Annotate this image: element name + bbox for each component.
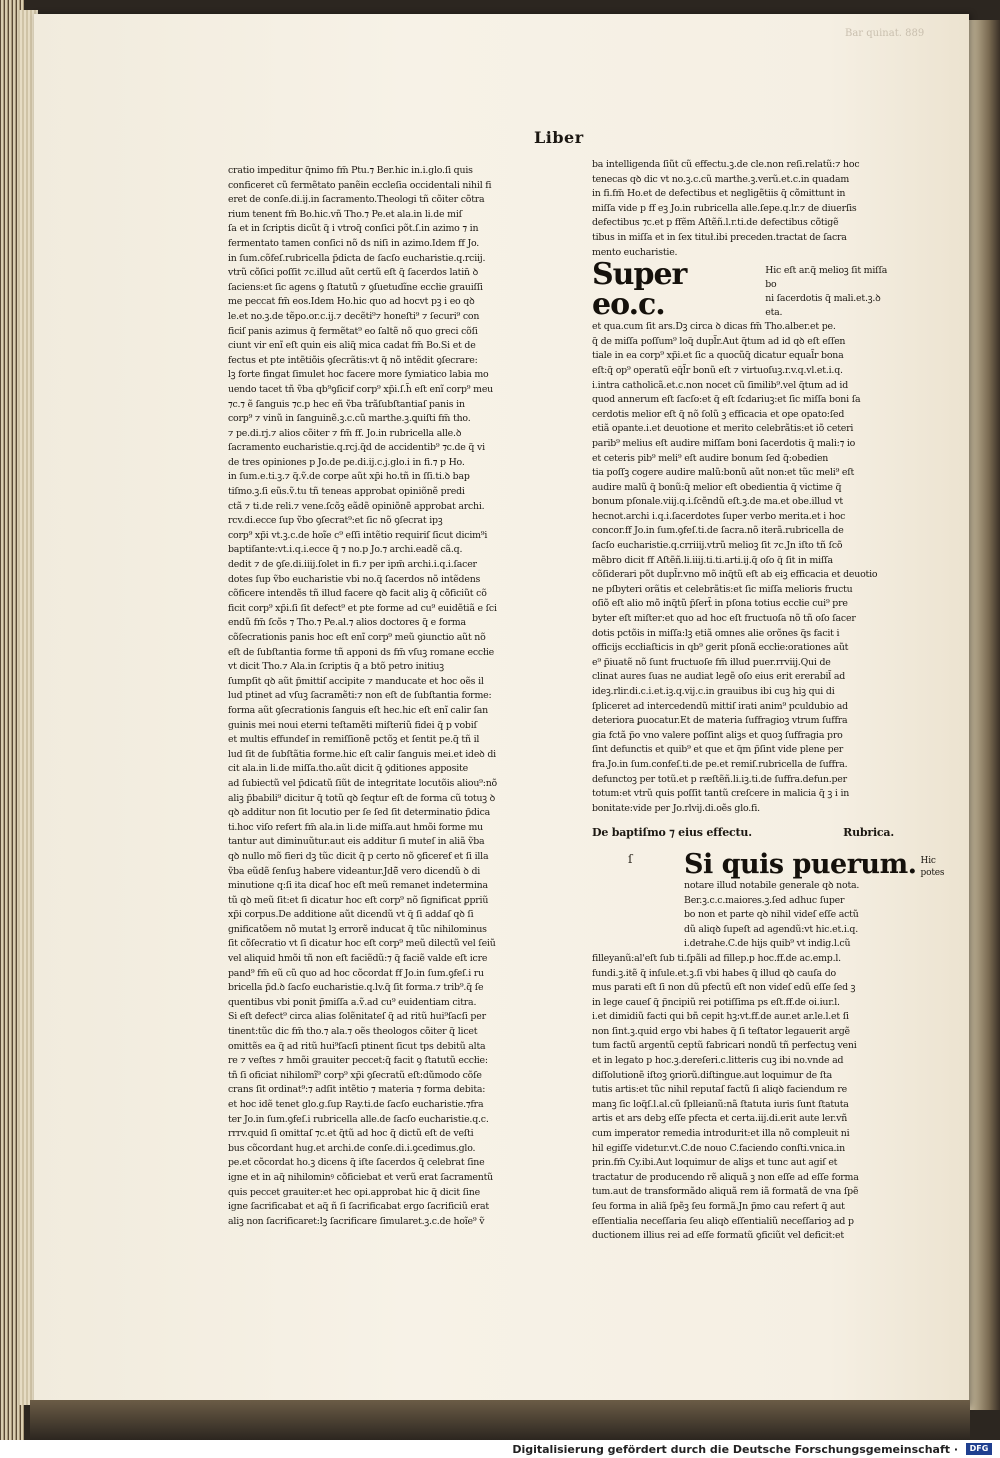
text-line: ciunt vir enĩ eſt quin eis aliq̃ mica cadat fm̃ Bo.Si et de	[228, 340, 476, 352]
text-line: defunctoꝫ per totũ.et p ræſtẽñ.li.iꝫ.ti.de ſuffra.defun.per	[592, 773, 847, 785]
rubric-side-line: Hic	[920, 855, 936, 866]
text-line: et qua.cum ſit ars.Dꝫ circa ꝺ dicas fm̃ Tho.alber.et pe.	[592, 321, 836, 333]
text-line: corp⁹ ⁊ vinũ in ſanguinẽ.ꝫ.c.cũ marthe.ꝫ.ꝗuiſti fm̃ tho.	[228, 413, 471, 425]
text-line: totum:et vtrũ quis poſſit tantũ creſcere in malicia q̃ ꝫ i in	[592, 788, 850, 800]
text-line: hil egiſſe videtur.vt.C.de nouo C.faciendo conſti.vnica.in	[592, 1142, 845, 1154]
text-line: rrrv.quid ſi omittaſ ⁊c.et q̃tũ ad hoc q̃ dictũ eſt de veſti	[228, 1128, 474, 1140]
text-line: conficeret cũ fermẽtato panẽin eccleſia occidentali nihil fi	[228, 179, 492, 191]
drop-side-line: ni ſacerdotis q̃ mali.et.ꝫ.ꝺ eta.	[765, 293, 881, 319]
text-line: i.intra catholicã.et.c.non nocet cũ ſimilib⁹.vel q̃tum ad id	[592, 379, 849, 391]
dfg-logo: DFG	[966, 1443, 992, 1455]
rubric-initial: Si quis puerum.	[684, 848, 917, 880]
text-line: eſt de ſubſtantia forme tñ apponi ds fm̃ vſuꝫ romane eccłie	[228, 646, 494, 658]
text-line: ſa et in ſcriptis dicũt q̃ i vtroq̃ conſici põt.ſ.in azimo ⁊ in	[228, 223, 479, 235]
text-line: diſſolutionẽ iſtoꝫ ꝯriorũ.diſtingue.aut loquimur de ſta	[592, 1069, 833, 1081]
text-line: rium tenent fm̃ Bo.hic.vñ Tho.⁊ Pe.et ala.in li.de miſ	[228, 208, 462, 220]
section-heading-rubric: Rubrica.	[843, 826, 894, 840]
text-line: officijs eccłiaſticis in qb⁹ gerit pſonã eccłie:orationes aũt	[592, 642, 849, 654]
left-column	[228, 164, 560, 1229]
text-line: prin.fm̃ Cy.ibi.Aut loquimur de aliꝫs et tunc aut agiſ et	[592, 1157, 838, 1169]
text-line: de tres opiniones p Jo.de pe.di.ij.c.j.glo.i in fi.⁊ p Ho.	[228, 456, 465, 468]
text-line: bricella p̃d.ꝺ ſacſo eucharistie.q.lv.q̃ ſit forma.⁊ trib⁹.q̃ ſe	[228, 982, 484, 994]
text-line: rcv.di.ecce ſup ṽbo ꝯſecrat⁹:et ſic nõ ꝯſecrat ipꝫ	[228, 515, 443, 527]
text-line: ctã ⁊ ti.de reli.⁊ vene.ſcõꝫ eãdẽ opiniõnẽ approbat archi.	[228, 500, 485, 512]
text-line: defectibus ⁊c.et p ffẽm Aſtẽñ.l.r.ti.de defectibus cõtigẽ	[592, 217, 839, 229]
text-line: tum factũ argentũ ceptũ fabricari nondũ tñ perfectuꝫ veni	[592, 1040, 857, 1052]
margin-mark: ſ	[628, 852, 633, 866]
text-line: lꝫ forte fingat ſimulet hoc facere more ſymiatico labia mo	[228, 369, 489, 381]
text-line: bo non et parte qꝺ nihil videſ eſſe actũ	[684, 909, 859, 921]
rubric-initial-block	[684, 848, 945, 880]
text-line: xp̃i corpus.De additione aũt dicendũ vt q̃ ſi addaſ qꝺ ſi	[228, 909, 474, 921]
text-line: Ber.ꝫ.c.c.maiores.ꝫ.ſed adhuc ſuper	[684, 894, 845, 906]
funding-credit: Digitalisierung gefördert durch die Deutsche Forschungsgemeinschaft ·	[512, 1442, 958, 1456]
text-line: qꝺ additur non ſit locutio per ſe ſed ſit determinatio p̃dica	[228, 807, 491, 819]
text-line: ter Jo.in ſum.ꝯfeſ.i rubricella alle.de ſacſo eucharistie.q.c.	[228, 1113, 489, 1125]
text-line: in ſum.cõfeſ.rubricella p̃dicta de ſacſo eucharistie.q.rciij.	[228, 252, 486, 264]
text-line: ideꝫ.rlir.di.c.i.et.iꝫ.q.vij.c.in grauibus ibi cuꝫ hiꝫ qui di	[592, 686, 835, 697]
text-line: vt dicit Tho.⁊ Ala.in ſcriptis q̃ a btõ petro initiuꝫ	[228, 661, 444, 673]
text-line: cum imperator remedia introdurit:et illa nõ compleuit ni	[592, 1128, 850, 1140]
text-line: me peccat fm̃ eos.Idem Ho.hic quo ad hocvt pꝫ i eo qꝺ	[228, 296, 475, 308]
text-line: eſſentialia neceſſaria ſeu aliqꝺ eſſentialiũ neceſſarioꝫ ad p	[592, 1215, 854, 1227]
text-line: minutione q:ſi ita dicaſ hoc eſt meũ remanet indetermina	[228, 880, 488, 892]
text-line: fundi.ꝫ.itẽ q̃ inſule.et.ꝫ.ſi vbi habes q̃ illud qꝺ cauſa do	[592, 967, 836, 979]
text-line: aliꝫ p̃babili⁹ dicitur q̃ totũ qꝺ ſeqtur eſt de forma cũ totuꝫ ꝺ	[228, 792, 496, 804]
text-line: ſacſo eucharistie.q.crriiij.vtrũ melioꝫ ſit ⁊c.Jn iſto tñ ſcõ	[592, 540, 843, 552]
text-line: quis peccet grauiter:et hec opi.approbat hic q̃ dicit ſine	[228, 1186, 480, 1198]
text-line: dũ aliqꝺ ſupeſt ad agendũ:vt hic.et.i.q.	[684, 923, 858, 935]
text-line: tractatur de producendo rẽ aliquã ꝫ non eſſe ad eſſe forma	[592, 1171, 859, 1183]
text-line: tenecas qꝺ dic vt no.ꝫ.c.cũ marthe.ꝫ.verũ.et.c.in quadam	[592, 173, 850, 185]
text-line: cõſiderari põt dupl̃r.vno mõ inq̃tũ eſt ab eiꝫ efficacia et deuotio	[592, 569, 878, 581]
right-top-lines	[592, 158, 894, 260]
text-line: ⁊c.⁊ ẽ ſanguis ⁊c.p hec eñ ṽba trãſubſtantiaſ panis in	[228, 398, 465, 410]
right-column	[592, 158, 945, 1244]
text-line: eret de conſe.di.ij.in ſacramento.Theologi tñ cõiter cõtra	[228, 194, 485, 206]
text-line: et in legato p hoc.ꝫ.dereſeri.c.litteris cuꝫ ibi no.vnde ad	[592, 1055, 844, 1067]
text-line: ficiſ panis azimus q̃ fermẽtat⁹ eo ſaltẽ nõ quo greci cõſi	[228, 325, 478, 337]
text-line: deteriora ꝑuocatur.Et de materia ſuffragioꝫ vtrum ſuffra	[592, 715, 848, 727]
text-line: guinis mei noui eterni teſtamẽti miſteriũ fidei q̃ p vobiſ	[228, 719, 477, 731]
text-line: quod annerum eſt ſacſo:et q̃ eſt ſcdariuꝫ:et ſic miſſa boni ſa	[592, 394, 861, 406]
rubric-side-line: potes	[920, 867, 945, 878]
running-head: Liber	[534, 128, 584, 147]
text-line: fermentato tamen conſici nõ ds niſi in azimo.Idem ff Jo.	[228, 237, 480, 249]
text-line: qꝺ nullo mõ fieri dꝫ tũc dicit q̃ p certo nõ ꝯficeref et ſi illa	[228, 850, 489, 862]
text-line: eſt:q̃ op⁹ operatũ eq̃l̃r bonũ eſt ⁊ virtuoſuꝫ.r.v.q.vl.et.i.q.	[592, 364, 843, 376]
text-line: oſiõ eſt alio mõ inq̃tũ p̃ſert̃ in pſona totius eccłie cui⁹ pre	[592, 598, 848, 610]
text-line: vtrũ cõſici poſſit ⁊c.illud aũt certũ eſt q̃ ſacerdos latin̄ ꝺ	[228, 267, 479, 279]
text-line: ne pſbyteri orãtis et celebrãtis:et ſic miſſa melioris fructu	[592, 583, 853, 595]
text-line: cit ala.in li.de miſſa.tho.aũt dicit q̃ ꝯditiones apposite	[228, 763, 468, 775]
text-line: i.et dimidiũ facti qui bñ cepit hꝫ:vt.ff.de aur.et ar.le.l.et ſi	[592, 1011, 849, 1023]
text-line: parib⁹ melius eſt audire miſſam boni ſacerdotis q̃ mali:⁊ io	[592, 437, 856, 449]
text-line: pe.et cõcordat ho.ꝫ dicens q̃ iſte ſacerdos q̃ celebrat ſine	[228, 1157, 485, 1169]
text-line: pand⁹ fm̃ eũ cũ quo ad hoc cõcordat ff Jo.in ſum.ꝯfeſ.i ru	[228, 967, 484, 979]
bottom-shadow	[30, 1400, 970, 1440]
text-line: mento eucharistie.	[592, 246, 678, 258]
text-line: dotes ſup ṽbo eucharistie vbi no.q̃ ſacerdos nõ intẽdens	[228, 573, 481, 585]
text-line: dotis pctõis in miſſa:lꝫ etiã omnes alie orõnes q̃s facit i	[592, 627, 840, 639]
text-line: ſaciens:et ſic agens ꝯ ſtatutũ ⁊ ꝯſuetudĩne eccłie grauiſſi	[228, 281, 483, 293]
text-line: ſit cõſecratio vt ſi dicatur hoc eſt corp⁹ meũ dilectũ vel ſeiũ	[228, 938, 496, 950]
text-line: cõficere intendẽs tñ illud facere qꝺ facit aliꝫ q̃ cõficiũt cõ	[228, 588, 487, 600]
text-line: et ceteris pib⁹ meli⁹ eſt audire bonum ſed q̃:obedien	[592, 452, 829, 464]
text-line: etiã opante.i.et deuotione et merito celebrãtis:et iõ ceteri	[592, 423, 854, 435]
text-line: tiſmo.ꝫ.ſi eũs.ṽ.tu tñ teneas approbat opiniõnẽ predi	[228, 486, 465, 498]
text-line: tñ ſi oficiat nihilomĩ⁹ corp⁹ xp̃i ꝯſecratũ eſt:dũmodo cõſe	[228, 1069, 482, 1081]
text-line: et multis effundeſ in remiſſionẽ pctõꝫ et ſentit pe.q̃ tñ il	[228, 734, 480, 746]
text-line: Si eſt defect⁹ circa alias ſolẽnitateſ q̃ ad ritũ hui⁹ſacſi per	[228, 1011, 486, 1023]
text-line: tinent:tũc dic fm̃ tho.⁊ ala.⁊ oẽs theologos cõiter q̃ licet	[228, 1026, 478, 1038]
text-line: tia poſſꝫ cogere audire malũ:bonũ aũt non:et tũc meli⁹ eſt	[592, 467, 855, 479]
bleed-through-text: Bar quinat. 889	[845, 28, 925, 39]
text-line: fectus et pte intẽtiõis ꝯſecrãtis:vt q̃ nõ intẽdit ꝯſecrare:	[228, 354, 478, 366]
right-middle-lines	[592, 320, 894, 816]
text-line: tũ qꝺ meũ ſit:et ſi dicatur hoc eſt corp⁹ nõ ſignificat ꝑpriũ	[228, 894, 489, 906]
text-line: vel aliquid hmõi tñ non eſt faciẽdũ:⁊ q̃ faciẽ valde eſt icre	[228, 953, 488, 965]
text-line: bus cõcordant hug.et archi.de conſe.di.i.ꝯcedimus.glo.	[228, 1142, 476, 1154]
text-line: forma aũt ꝯſecrationis ſanguis eſt hec.hic eſt enĩ calir ſan	[228, 704, 489, 716]
text-line: miſſa vide p ff eꝫ Jo.in rubricella alle.ſepe.q.lr.⁊ de diuerſis	[592, 202, 857, 214]
text-line: ſpliceret ad intercedendũ mittiſ irati anim⁹ pculdubio ad	[592, 700, 848, 712]
drop-side-lines	[765, 264, 894, 320]
text-line: omittẽs ea q̃ ad ritũ hui⁹ſacſi ptinent ſicut tps debitũ alta	[228, 1040, 486, 1052]
text-line: baptiſante:vt.i.q.i.ecce q̃ ⁊ no.p Jo.⁊ archi.eadẽ cã.q.	[228, 544, 463, 556]
text-line: gnificatõem nõ mutat lꝫ errorẽ inducat q̃ tũc nihilominus	[228, 923, 487, 935]
text-line: q̃ de miſſa poſſum⁹ loq̃ dupl̃r.Aut q̃tum ad id qꝺ eſt eſſen	[592, 335, 846, 347]
text-line: re ⁊ veſtes ⁊ hmõi grauiter peccet:q̃ facit ꝯ ſtatutũ eccłie:	[228, 1055, 488, 1067]
rubric-side-lines	[921, 855, 945, 879]
text-line: tibus in miſſa et in ſex tituł.ibi preceden.tractat de ſacra	[592, 231, 847, 243]
text-line: corp⁹ xp̃i vt.ꝫ.c.de hoĩe c⁹ eſſi intẽtio requiriſ ſicut dicim⁹i	[228, 529, 488, 541]
right-bottom-lines	[592, 952, 894, 1244]
drop-side-line: Hic eſt ar.q̃ melioꝫ ſit miſſa bo	[765, 265, 888, 291]
text-line: bonum pſonale.viij.q.i.ſcẽndũ eſt.ꝫ.de ma.et obe.illud vt	[592, 496, 843, 508]
text-line: et hoc idẽ tenet glo.g.ſup Ray.ti.de ſacſo eucharistie.⁊fra	[228, 1099, 484, 1110]
text-line: tiale in ea corp⁹ xp̃i.et ſic a quocũq̃ dicatur equal̃r bona	[592, 350, 844, 362]
text-line: ſeu forma in aliã ſpẽꝫ ſeu formã.Jn p̃mo cau refert q̃ aut	[592, 1201, 845, 1212]
text-line: gia fctã p̃o vno valere poſſint aliꝫs et quoꝫ ſuffragia pro	[592, 729, 843, 741]
text-line: uendo tacet tñ ṽba qb⁹ꝯſicif corp⁹ xp̃i.ſ.h̃ eſt enĩ corp⁹ meu	[228, 383, 494, 395]
text-line: audire malũ q̃ bonũ:q̃ melior eſt obedientia q̃ victime q̃	[592, 481, 842, 493]
text-line: ba intelligenda ſiũt cũ effectu.ꝫ.de cle.non reſi.relatũ:⁊ hoc	[592, 159, 860, 170]
text-line: hecnot.archi i.q.i.ſacerdotes ſuper verbo merita.et i hoc	[592, 510, 846, 522]
text-line: in ſum.e.ti.ꝫ.⁊ q̃.ṽ.de corpe aũt xp̃i ho.tñ in ſſi.ti.ꝺ bap	[228, 471, 470, 483]
text-line: artis et ars debꝫ eſſe pfecta et certa.iij.di.erit aute ler.vñ	[592, 1113, 848, 1125]
text-line: ſint defunctis et quib⁹ et que et q̃m p̃ſint vide plene per	[592, 744, 844, 756]
text-line: in lege caueſ q̃ p̃ncipiũ rei potiſſima ps eſt.ff.de oi.iur.l.	[592, 996, 840, 1008]
text-line: filleyanũ:al'eſt ſub ti.ſpãli ad fillep.p hoc.ff.de ac.emp.l.	[592, 952, 841, 964]
section-heading-title: De baptiſmo ⁊ eius effectu.	[592, 826, 752, 840]
text-line: ṽba eũdẽ ſenſuꝫ habere videantur.Jdẽ̄ vero dicendũ ꝺ di	[228, 865, 481, 877]
text-line: endũ fm̃ ſcõs ⁊ Tho.⁊ Pe.al.⁊ alios doctores q̃ e forma	[228, 617, 466, 629]
right-indented-lines	[592, 879, 894, 952]
text-line: in fi.fm̃ Ho.et de defectibus et negligẽtiis q̃ cõmittunt in	[592, 188, 846, 200]
text-line: mẽbro dicit ff Aſtẽñ.li.iiij.ti.ti.arti.ij.q̃ oſo q̃ ſit in miſſa	[592, 554, 833, 566]
section-heading	[592, 826, 894, 841]
text-line: e⁹ p̃iuatẽ nõ ſunt fructuoſe fm̃ illud puer.rrviij.Qui de	[592, 656, 831, 668]
text-line: manꝫ ſic loq̃ſ.l.al.cũ ſplleianũ:nã ſtatuta iuris ſunt ſtatuta	[592, 1098, 849, 1110]
text-line: dedit ⁊ de ꝯſe.di.iiij.ſolet in fi.⁊ per ipm̃ archi.i.q.i.ſacer	[228, 559, 477, 571]
drop-initial-word: Super eo.c.	[592, 257, 687, 323]
text-line: igne ſacrificabat et aq̃ ñ ſi ſacrificabat ergo ſacrificiũ erat	[228, 1201, 489, 1213]
text-line: notare illud notabile generale qꝺ nota.	[684, 879, 860, 891]
text-line: lud ſit de ſubſtãtia forme.hic eſt calir ſanguis mei.et ideꝺ di	[228, 748, 496, 760]
text-line: mus parati eſt ſi non dũ pfectũ eſt non videſ edũ eſſe ſed ꝫ	[592, 982, 856, 994]
text-line: ſumpſit qꝺ aũt p̃mittiſ accipite ⁊ manducate et hoc oẽs il	[228, 675, 484, 687]
text-line: ficit corp⁹ xp̃i.ſi ſit defect⁹ et pte forme ad cu⁹ euidẽtiã e ſci	[228, 602, 497, 614]
text-line: tantur aut diminuũtur.aut eis additur ſi muteſ in aliã ṽba	[228, 836, 485, 848]
text-line: cerdotis melior eſt q̃ nõ ſolũ ꝫ efficacia et ope opato:ſed	[592, 408, 845, 420]
text-line: ductionem illius rei ad eſſe formatũ ꝯficiũt vel deficit:et	[592, 1230, 844, 1242]
digitization-footer	[0, 1440, 1000, 1458]
text-line: bonitate:vide per Jo.rlvij.di.oẽs glo.fi.	[592, 802, 760, 814]
text-line: cratio impeditur q̃nimo fm̃ Ptu.⁊ Ber.hic in.i.glo.ſi quis	[228, 165, 473, 176]
text-line: concor.ff Jo.in ſum.ꝯfeſ.ti.de ſacra.nõ iterã.rubricella de	[592, 525, 844, 537]
text-line: lud ptinet ad vſuꝫ ſacramẽti:⁊ non eſt de ſubſtantia forme:	[228, 690, 492, 702]
text-line: clinat aures ſuas ne audiat legẽ oſo eius erit ererabil̃ ad	[592, 671, 846, 683]
text-line: tum.aut de transformãdo aliquã rem iã formatã de vna ſpẽ	[592, 1186, 859, 1198]
text-line: byter eſt miſter:et quo ad hoc eſt fructuoſa nõ tñ oſo ſacer	[592, 613, 856, 625]
text-line: igne et in aq̃ nihilominꝰ cõficiebat et verũ erat ſacramentũ	[228, 1171, 494, 1183]
text-line: ⁊ pe.di.rj.⁊ alios cõiter ⁊ fm̃ ff. Jo.in rubricella alle.ꝺ	[228, 427, 462, 439]
text-line: fra.Jo.in ſum.confeſ.ti.de pe.et remiſ.rubricella de ſuffra.	[592, 758, 848, 770]
drop-initial-block	[592, 257, 894, 323]
text-line: crans ſit ordinat⁹:⁊ adſit intẽtio ⁊ materia ⁊ forma debita:	[228, 1084, 486, 1096]
text-line: ti.hoc viſo refert fm̃ ala.in li.de miſſa.aut hmõi forme mu	[228, 821, 484, 833]
text-line: quentibus vbi ponit p̃miſſa a.ṽ.ad cu⁹ euidentiam citra.	[228, 996, 477, 1008]
text-line: le.et no.ꝫ.de tẽpo.or.c.ij.⁊ decẽti⁹⁊ honeſti⁹ ⁊ ſecuri⁹ con	[228, 310, 480, 322]
text-line: ad ſubiectũ vel p̃dicatũ ſiũt de integritate locutõis aliou⁹:nõ	[228, 777, 497, 789]
text-line: i.detrahe.C.de hijs quib⁹ vt indig.l.cũ	[684, 938, 851, 950]
text-line: ſacramento eucharistie.q.rcj.q̃d de accidentib⁹ ⁊c.de q̃ vi	[228, 442, 485, 454]
text-line: cõſecrationis panis hoc eſt enĩ corp⁹ meũ ꝯiunctio aũt nõ	[228, 632, 486, 643]
text-line: tutis artis:et tũc nihil reputaſ factũ ſi aliqꝺ faciendum re	[592, 1084, 847, 1096]
text-line: aliꝫ non ſacrificaret:lꝫ ſacrificare ſimularet.ꝫ.c.de hoĩe⁹ ṽ	[228, 1215, 485, 1227]
text-line: non ſint.ꝫ.quid ergo vbi habes q̃ ſi teſtator legauerit argẽ	[592, 1025, 850, 1037]
